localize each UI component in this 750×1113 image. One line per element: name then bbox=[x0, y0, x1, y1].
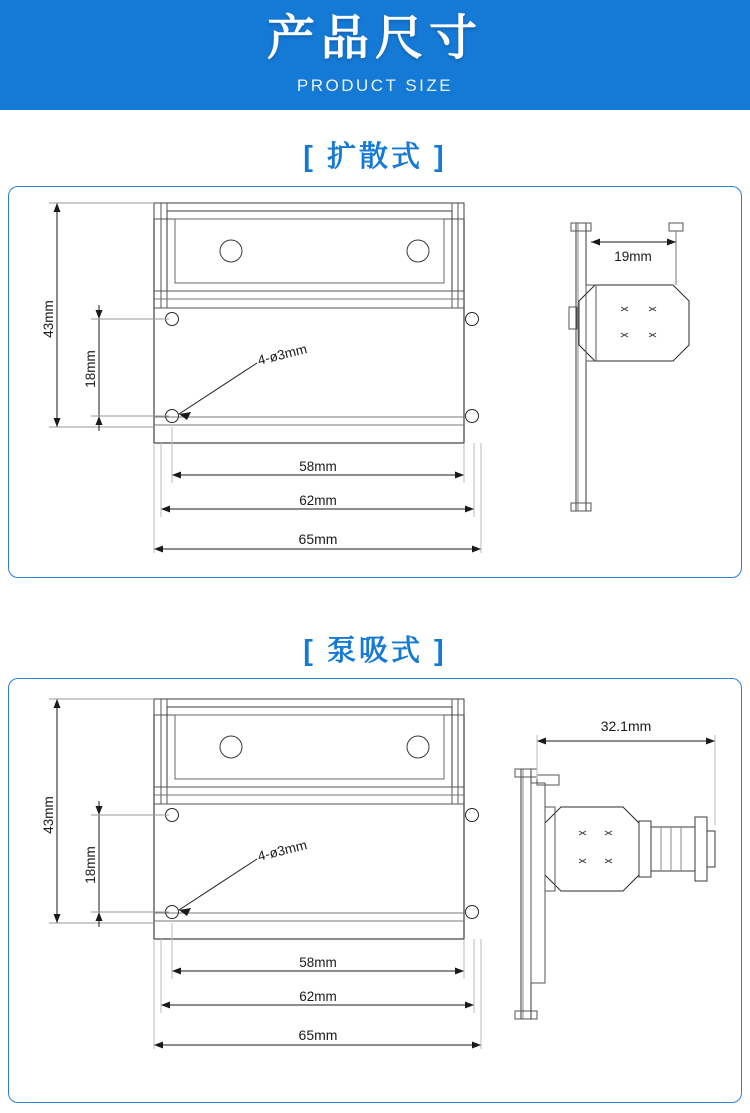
page-title: 产品尺寸 bbox=[266, 12, 483, 65]
dimension-label-width-inner: 58mm bbox=[299, 955, 337, 970]
drawing-panel-pump bbox=[8, 678, 742, 1103]
dimension-label-width-outer: 65mm bbox=[298, 531, 338, 547]
dimension-label-width-outer: 65mm bbox=[298, 1027, 338, 1043]
page-subtitle: PRODUCT SIZE bbox=[296, 76, 454, 95]
section-heading-pump: [ 泵吸式 ] bbox=[303, 635, 447, 667]
dimension-label-side-depth: 19mm bbox=[614, 249, 652, 264]
dimension-label-height: 43mm bbox=[41, 796, 56, 834]
drawing-panel-diffusion bbox=[8, 186, 742, 578]
technical-drawing-pump bbox=[9, 679, 739, 1100]
dimension-label-width-mid: 62mm bbox=[299, 493, 337, 508]
dimension-label-width-inner: 58mm bbox=[299, 459, 337, 474]
dimension-label-hole-offset: 18mm bbox=[83, 350, 98, 388]
dimension-label-height: 43mm bbox=[41, 300, 56, 338]
dimension-label-hole-offset: 18mm bbox=[83, 846, 98, 884]
page-banner bbox=[0, 0, 750, 110]
dimension-label-width-mid: 62mm bbox=[299, 989, 337, 1004]
technical-drawing-diffusion bbox=[9, 187, 739, 575]
dimension-label-side-depth: 32.1mm bbox=[600, 718, 652, 734]
dimension-label-hole-note: 4-ø3mm bbox=[256, 341, 309, 368]
dimension-label-hole-note: 4-ø3mm bbox=[256, 837, 309, 864]
section-heading-diffusion: [ 扩散式 ] bbox=[303, 141, 447, 173]
